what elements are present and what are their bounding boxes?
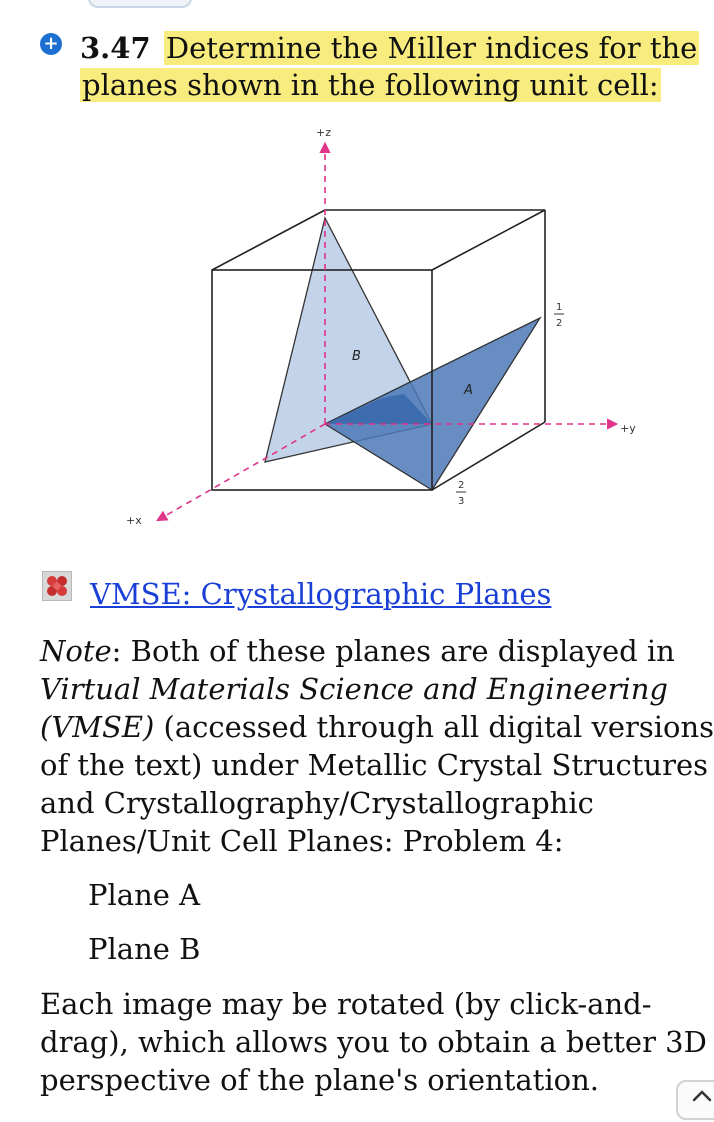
rotation-instructions: Each image may be rotated (by click-and-drag), which allows you to obtain a better 3D perspective of the plane's orientation. (40, 987, 707, 1097)
plane-b-item[interactable]: Plane B (88, 932, 201, 966)
problem-number: 3.47 (80, 31, 151, 65)
plus-circle-icon[interactable]: + (40, 33, 62, 55)
note-body: (accessed through all digital versions of the text) under Metallic Crystal Structures and Crystallography/Crystallographic Planes/Unit Cell Planes: Problem 4: (40, 710, 714, 858)
note-lead: Note (40, 634, 112, 668)
note-vmse-title: Virtual Materials Science and Engineering (VMSE) (40, 672, 668, 744)
note-paragraph (40, 632, 714, 860)
fraction-half-denominator: 2 (556, 318, 563, 329)
vmse-crystallographic-planes-link[interactable]: VMSE: Crystallographic Planes (90, 577, 552, 611)
y-axis-label: +y (620, 422, 636, 435)
vmse-molecule-icon[interactable] (42, 571, 72, 601)
axes (158, 144, 616, 520)
fraction-twothirds-numerator: 2 (458, 480, 465, 491)
top-tab-decoration (88, 0, 192, 8)
problem-statement (80, 30, 700, 104)
plane-a-item[interactable]: Plane A (88, 878, 201, 912)
plane-b-label: B (352, 349, 361, 364)
note-intro: : Both of these planes are displayed in (111, 634, 675, 668)
scroll-to-top-button[interactable] (676, 1080, 714, 1120)
fraction-half-numerator: 1 (556, 302, 563, 313)
x-axis-label: +x (126, 514, 142, 527)
fraction-twothirds-denominator: 3 (458, 496, 465, 507)
chevron-up-icon (678, 1082, 714, 1118)
plane-a-label: A (464, 383, 473, 398)
z-axis-label: +z (316, 126, 331, 139)
unit-cell-figure (120, 122, 640, 542)
problem-question: Determine the Miller indices for the planes shown in the following unit cell: (82, 31, 698, 102)
vmse-link-row (40, 570, 700, 610)
